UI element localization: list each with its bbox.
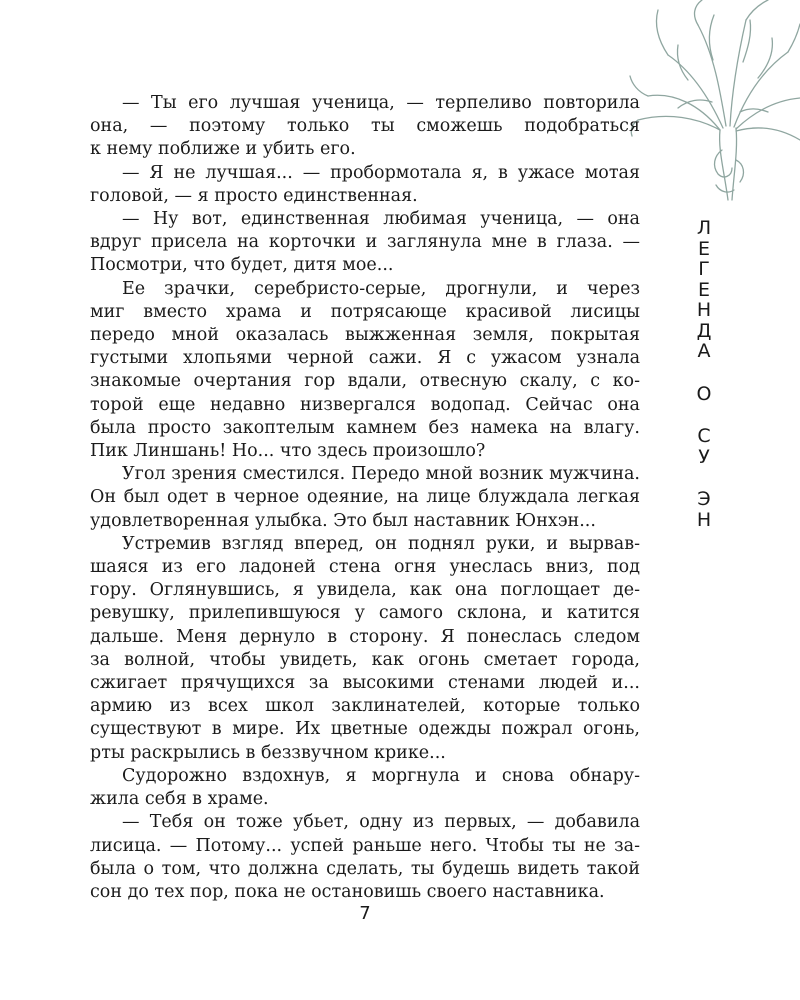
text-line: гору. Оглянувшись, я увидела, как она поглощает де- [90,580,640,601]
paragraph [90,463,640,533]
text-line: Угол зрения сместился. Передо мной возник мужчина. [122,464,640,485]
title-letter: Е [697,237,710,260]
title-word [686,489,722,530]
text-line: ревушку, прилепившуюся у самого склона, и катится [90,603,640,624]
title-letter: С [697,425,711,447]
text-line: жила себя в храме. [90,789,269,810]
paragraph [90,208,640,278]
title-word [686,218,722,362]
text-line: Судорожно вздохнув, я моргнула и снова обнару- [122,765,640,786]
paragraph [90,811,640,904]
text-line: миг вместо храма и потрясающе красивой лисицы [90,301,640,322]
text-line: густыми хлопьями черной сажи. Я с ужасом узнала [90,348,640,369]
text-line: удовлетворенная улыбка. Это был наставник Юнхэн... [90,510,596,531]
text-line: Устремив взгляд вперед, он поднял руки, и вырвав- [122,533,640,554]
text-line: шаяся из его ладоней стена огня унеслась вниз, под [90,557,640,578]
text-line: — Ты его лучшая ученица, — терпеливо повторила [122,93,640,113]
title-letter: О [696,382,712,405]
text-line: существуют в мире. Их цветные одежды пожрал огонь, [90,719,640,740]
title-letter: Э [697,488,711,510]
title-letter: Г [698,258,710,280]
text-line: лисица. — Потому... успей раньше него. Чтобы ты не за- [90,835,640,856]
text-line: — Ну вот, единственная любимая ученица, — она [122,209,640,230]
text-line: Пик Линшань! Но... что здесь произошло? [90,441,486,462]
text-line: сжигает прячущихся за высокими стенами людей и... [90,673,640,694]
paragraph [90,765,640,811]
text-line: к нему поближе и убить его. [90,139,356,160]
text-line: сон до тех пор, пока не остановишь своего наставника. [90,881,605,902]
text-line: головой, — я просто единственная. [90,185,418,206]
text-line: Он был одет в черное одеяние, на лице блуждала легкая [90,487,640,508]
text-line: она, — поэтому только ты сможешь подобраться [90,116,640,137]
paragraph [90,162,640,208]
text-line: знакомые очертания гор вдали, отвесную скалу, с ко- [90,371,640,392]
text-line: передо мной оказалась выжженная земля, покрытая [90,325,640,346]
title-letter: А [697,340,711,362]
text-line: была о том, что должна сделать, ты будешь видеть такой [90,858,640,879]
title-letter: Е [697,278,710,301]
title-letter: Л [696,217,712,239]
text-line: вдруг присела на корточки и заглянула мне в глаза. — [90,232,640,253]
text-line: — Я не лучшая... — пробормотала я, в ужасе мотая [122,162,640,183]
text-line: рты раскрылись в беззвучном крике... [90,742,446,763]
paragraph [90,278,640,464]
main-text-column [90,92,640,904]
paragraph [90,92,640,162]
title-letter: Н [696,299,712,321]
title-word [686,426,722,467]
text-line: была просто закоптелым камнем без намека на влагу. [90,417,640,438]
title-word [686,384,722,405]
text-line: армию из всех школ заклинателей, которые только [90,696,640,717]
text-line: Ее зрачки, серебристо-серые, дрогнули, и через [122,278,640,299]
title-letter: Д [696,319,712,342]
page-number: 7 [359,903,371,924]
floral-ornament-illustration [628,0,800,205]
text-line: Посмотри, что будет, дитя мое... [90,255,394,276]
text-line: дальше. Меня дернуло в сторону. Я понеслась следом [90,626,640,647]
vertical-book-title [686,218,722,552]
text-line: за волной, чтобы увидеть, как огонь сметает города, [90,649,640,670]
paragraph [90,533,640,765]
text-line: торой еще недавно низвергался водопад. Сейчас она [90,394,640,415]
text-line: — Тебя он тоже убьет, одну из первых, — добавила [122,812,640,833]
title-letter: У [698,445,710,468]
title-letter: Н [696,508,712,531]
